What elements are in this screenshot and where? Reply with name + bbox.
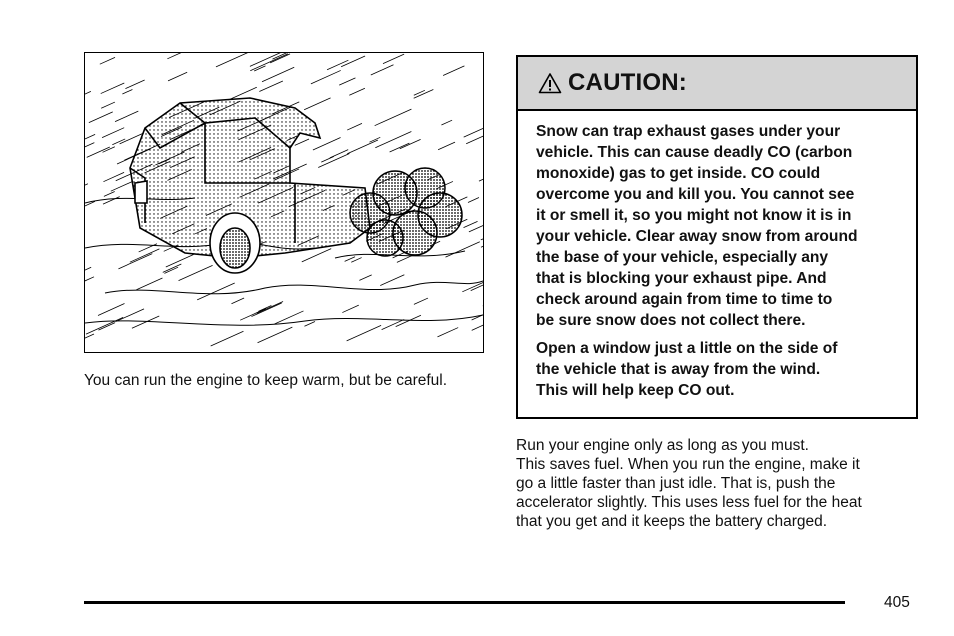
snow-streak (339, 78, 355, 85)
snow-streak (258, 327, 293, 343)
caution-paragraph: Snow can trap exhaust gases under your vehicle. This can cause deadly CO (carbon monoxide) gas to get inside. CO could overcome you and kill you. You cannot see it or smell it, so you might not know it is in your vehicle. Clear away snow from around the base of your vehicle, especially any that is blocking your exhaust pipe. And check around again from time to time to be sure snow does not collect there. (536, 123, 858, 329)
snow-streak (251, 303, 281, 317)
snow-streak (257, 302, 283, 314)
snow-streak (168, 72, 187, 81)
snow-streak (302, 249, 331, 262)
snow-streak (85, 134, 95, 143)
illustration-caption: You can run the engine to keep warm, but be careful. (84, 372, 448, 389)
snow-streak (179, 265, 213, 280)
truck-in-snow-illustration (84, 52, 484, 353)
snow-streak (167, 53, 187, 59)
snow-streak (304, 98, 330, 110)
snow-streak (438, 142, 455, 150)
snow-streak (414, 90, 425, 95)
snow-streak (341, 56, 365, 67)
snow-streak (304, 321, 315, 326)
caution-box (516, 55, 918, 419)
snow-streak (446, 242, 480, 257)
snow-streak (216, 53, 251, 67)
snow-streak (85, 184, 88, 194)
footer-rule (84, 601, 845, 604)
snow-streak (400, 139, 421, 148)
snow-streak (342, 305, 358, 312)
snow-streak (89, 112, 113, 123)
snow-streak (270, 54, 290, 63)
snow-streak (259, 81, 283, 92)
snow-streak (136, 278, 162, 290)
snow-streak (163, 264, 182, 272)
snow-streak (197, 283, 235, 300)
snow-streak (464, 221, 478, 227)
snow-streak (481, 241, 483, 247)
caution-body (518, 111, 916, 401)
snow-streak (330, 150, 348, 158)
exhaust-cloud (350, 168, 462, 256)
snow-streak (437, 328, 458, 337)
snow-streak (115, 111, 138, 121)
snow-streak (351, 258, 361, 263)
snow-streak (295, 139, 309, 145)
snow-streak (375, 131, 411, 147)
snow-streak (118, 254, 152, 269)
snow-streak (125, 80, 144, 89)
snow-streak (111, 181, 133, 191)
snow-streak (468, 198, 479, 203)
snow-streak (311, 70, 341, 83)
snow-streak (347, 140, 378, 154)
snow-streak (240, 309, 266, 321)
snow-streak (85, 267, 91, 277)
snow-streak (87, 147, 110, 157)
snow-streak (102, 128, 124, 138)
snow-streak (100, 57, 115, 64)
snow-streak (345, 257, 355, 262)
page-number: 405 (884, 594, 910, 611)
snow-streak (116, 309, 145, 322)
snow-streak (441, 120, 452, 125)
caution-header (518, 57, 916, 111)
snow-streak (86, 317, 123, 334)
snow-streak (262, 67, 294, 81)
snow-streak (98, 304, 125, 316)
snow-streak (85, 334, 94, 346)
snow-streak (101, 102, 115, 108)
snow-streak (318, 153, 349, 167)
truck-in-snow-drawing (85, 53, 483, 352)
snow-streak (464, 121, 483, 137)
snow-streak (103, 197, 120, 205)
snow-streak (85, 143, 94, 155)
snow-streak (250, 54, 288, 71)
truck-body (130, 98, 370, 273)
snow-streak (104, 192, 115, 197)
snow-streak (85, 277, 94, 287)
snow-streak (443, 66, 464, 76)
snow-streak (347, 123, 362, 130)
snow-streak (349, 88, 365, 95)
snow-streak (481, 225, 483, 240)
snow-streak (479, 174, 483, 181)
snow-streak (375, 109, 412, 126)
snow-streak (103, 172, 124, 181)
snow-streak (347, 325, 381, 341)
snow-streak (231, 298, 244, 304)
snow-streak (313, 138, 341, 150)
warning-triangle-icon (538, 72, 562, 94)
snow-streak (371, 65, 394, 75)
snow-streak (122, 90, 132, 95)
snow-streak (383, 54, 404, 64)
snow-streak (390, 143, 410, 152)
body-paragraph: Run your engine only as long as you must. This saves fuel. When you run the engine, make it go a little faster than just idle. That is, push the accelerator slightly. This uses less fuel for the heat that you get and it keeps the battery charged. (516, 437, 862, 530)
snow-streak (101, 83, 125, 94)
caution-title: CAUTION: (568, 69, 687, 96)
snow-streak (414, 298, 428, 304)
snow-streak (98, 323, 115, 331)
snow-streak (85, 91, 91, 99)
snow-streak (164, 267, 178, 273)
snow-streak (380, 275, 404, 286)
snow-streak (211, 331, 244, 346)
snow-streak (130, 249, 160, 262)
caution-paragraph: Open a window just a little on the side of the vehicle that is away from the wind. This will help keep CO out. (536, 340, 838, 399)
snow-streak (359, 275, 371, 281)
